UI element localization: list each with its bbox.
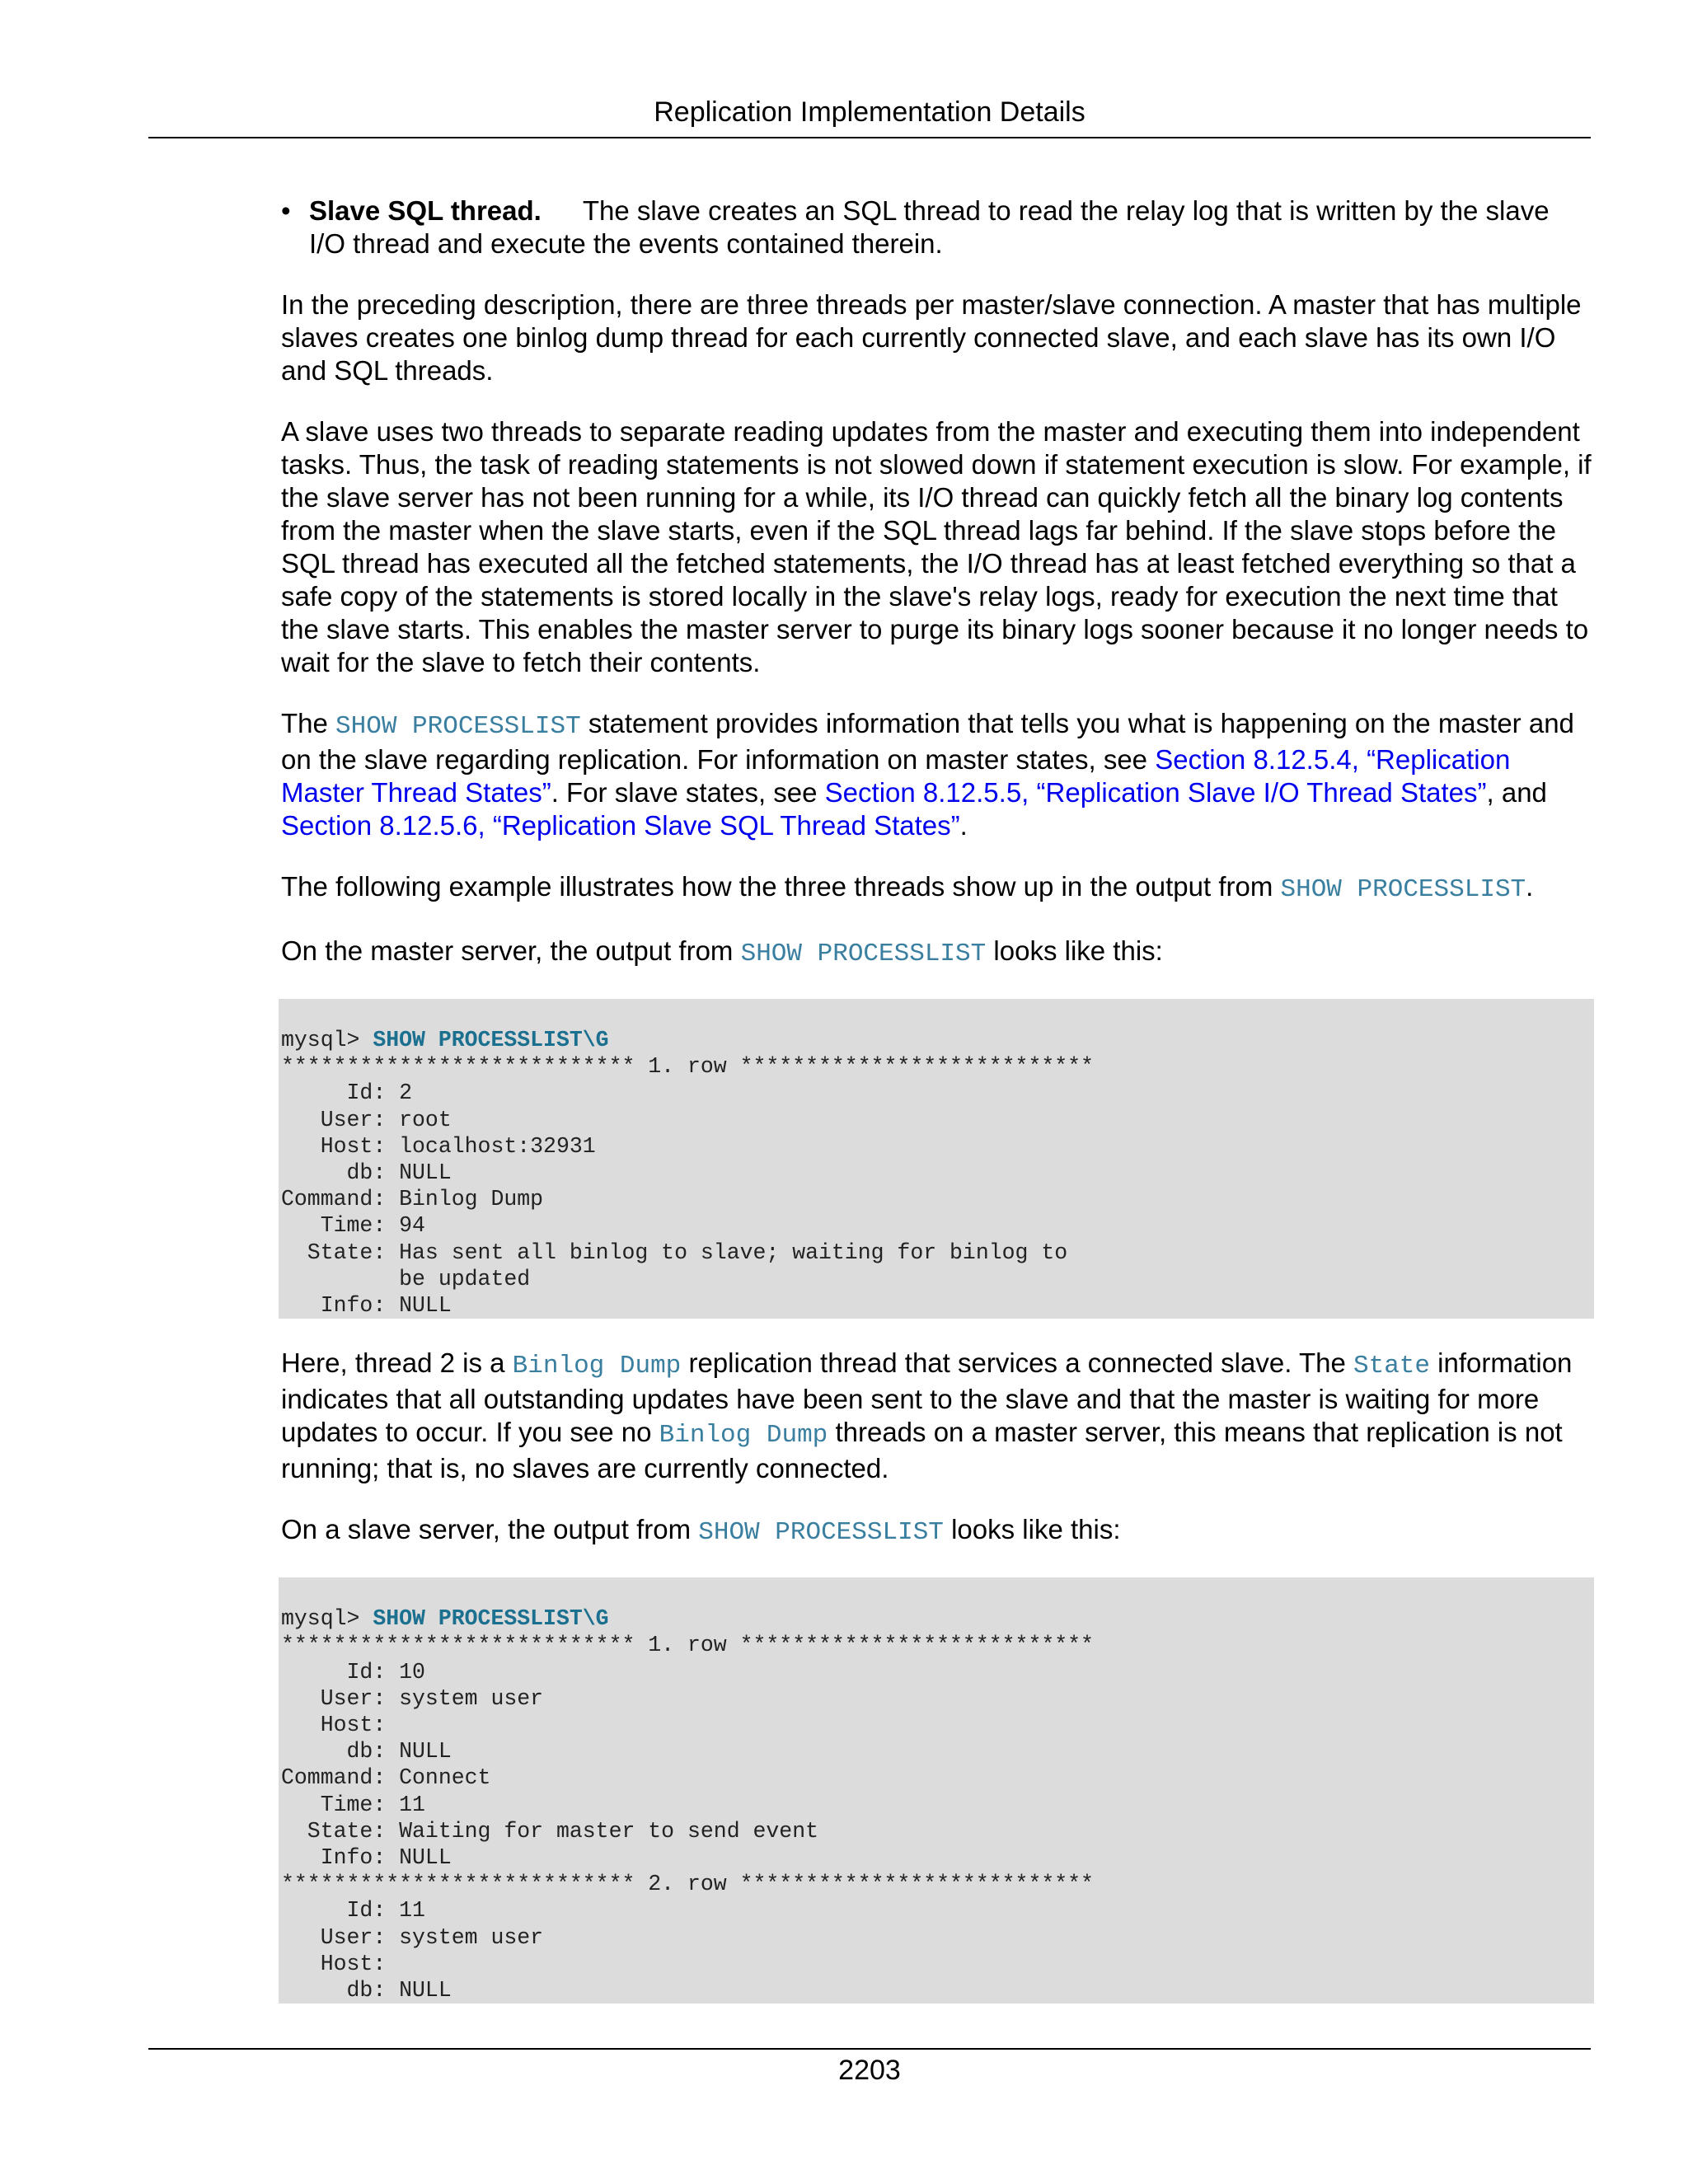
text-fragment: The following example illustrates how the three threads show up in the output from <box>281 871 1281 902</box>
paragraph-processlist-info <box>281 707 1592 842</box>
xref-master-thread-states[interactable]: Section 8.12.5.4, “Replication Master Thread States” <box>281 744 1511 808</box>
page-number: 2203 <box>838 2055 901 2086</box>
inline-code: State <box>1353 1352 1430 1381</box>
code-line: Id: 10 <box>281 1659 425 1685</box>
paragraph-example-intro <box>281 870 1592 907</box>
xref-slave-io-thread-states[interactable]: Section 8.12.5.5, “Replication Slave I/O Thread States” <box>824 777 1487 808</box>
list-item <box>281 194 1592 260</box>
code-line: Time: 94 <box>281 1213 425 1239</box>
code-line: Host: <box>281 1713 400 1738</box>
code-line: Id: 2 <box>281 1080 413 1106</box>
code-line: db: NULL <box>281 1160 452 1186</box>
code-listing <box>281 1027 1594 1319</box>
inline-code: SHOW PROCESSLIST <box>1280 875 1526 904</box>
text-fragment: , and <box>1486 777 1547 808</box>
text-fragment: looks like this: <box>943 1514 1121 1545</box>
text-fragment: statement provides information that tells you what is happening on the master and on the slave regarding replication. For information on master states, see <box>281 708 1574 775</box>
text-fragment: replication thread that services a connected slave. The <box>681 1347 1353 1379</box>
code-line: Command: Connect <box>281 1765 491 1791</box>
code-line <box>281 1605 1594 1632</box>
bullet-mark: • <box>281 195 291 226</box>
code-line: db: NULL <box>281 1978 452 2004</box>
code-line: Info: NULL <box>281 1845 452 1871</box>
code-line: Info: NULL <box>281 1293 452 1319</box>
paragraph-master-output-intro <box>281 935 1592 971</box>
page-body <box>281 194 1592 2032</box>
text-fragment: information indicates that all outstanding updates have been sent to the slave and that the master is waiting for more updates to occur. If you see no <box>281 1347 1573 1448</box>
text-fragment: The <box>281 708 336 738</box>
bullet-list <box>281 194 1592 260</box>
xref-slave-sql-thread-states[interactable]: Section 8.12.5.6, “Replication Slave SQL Thread States” <box>281 810 960 841</box>
inline-code: Binlog Dump <box>512 1352 682 1381</box>
code-line: Command: Binlog Dump <box>281 1187 544 1212</box>
code-line: db: NULL <box>281 1739 452 1765</box>
code-line: User: system user <box>281 1924 544 1950</box>
text-fragment: On a slave server, the output from <box>281 1514 699 1545</box>
code-prompt: mysql> <box>281 1028 373 1052</box>
inline-code: SHOW PROCESSLIST <box>740 940 987 968</box>
code-line: be updated <box>281 1266 531 1291</box>
code-line: Host: localhost:32931 <box>281 1133 596 1159</box>
code-block-slave <box>279 1577 1594 2004</box>
text-fragment: . <box>1526 871 1534 902</box>
code-prompt: mysql> <box>281 1606 373 1632</box>
term-label: Slave SQL thread. <box>309 195 542 226</box>
inline-code: Binlog Dump <box>659 1421 828 1451</box>
code-line <box>281 1027 1594 1053</box>
term-description: The slave creates an SQL thread to read the relay log that is written by the slave I/O thread and execute the events contained therein. <box>309 195 1550 259</box>
paragraph-two-threads: A slave uses two threads to separate reading updates from the master and executing them into independent tasks. Thus, the task of reading statements is not slowed down if statement execution is slow. For example, if the slave server has not been running for a while, its I/O thread can quickly fetch all the binary log contents from the master when the slave starts, even if the SQL thread lags far behind. If the slave stops before the SQL thread has executed all the fetched statements, the I/O thread has at least fetched everything so that a safe copy of the statements is stored locally in the slave's relay logs, ready for execution the next time that the slave starts. This enables the master server to purge its binary logs sooner because it no longer needs to wait for the slave to fetch their contents. <box>281 416 1592 677</box>
code-line: User: root <box>281 1107 452 1132</box>
code-line: *************************** 1. row *************************** <box>281 1054 1094 1080</box>
text-fragment: . For slave states, see <box>551 777 825 808</box>
paragraph-slave-output-intro <box>281 1513 1592 1549</box>
text-fragment: . <box>959 810 968 841</box>
text-fragment: On the master server, the output from <box>281 935 741 966</box>
code-line: User: system user <box>281 1685 544 1711</box>
code-command: SHOW PROCESSLIST\G <box>373 1028 609 1052</box>
text-fragment: looks like this: <box>986 935 1163 966</box>
text-fragment: Here, thread 2 is a <box>281 1347 513 1379</box>
code-listing <box>281 1605 1594 2004</box>
paragraph-binlog-dump-explanation <box>281 1347 1592 1485</box>
code-line: Time: 11 <box>281 1792 425 1817</box>
running-header: Replication Implementation Details <box>654 96 1085 128</box>
code-line: *************************** 2. row *************************** <box>281 1872 1094 1897</box>
code-line: State: Has sent all binlog to slave; waiting for binlog to <box>281 1240 1068 1265</box>
code-block-master <box>279 999 1594 1319</box>
inline-code: SHOW PROCESSLIST <box>335 712 581 741</box>
paragraph-threads-per-connection: In the preceding description, there are three threads per master/slave connection. A master that has multiple slaves creates one binlog dump thread for each currently connected slave, and each slave has its own I/O and SQL threads. <box>281 289 1582 386</box>
footer-rule <box>148 2048 1591 2050</box>
code-line: State: Waiting for master to send event <box>281 1818 819 1844</box>
code-line: *************************** 1. row *************************** <box>281 1633 1094 1658</box>
code-line: Host: <box>281 1951 400 1976</box>
text-fragment: threads on a master server, this means that replication is not running; that is, no slaves are currently connected. <box>281 1417 1563 1484</box>
code-line: Id: 11 <box>281 1898 425 1924</box>
inline-code: SHOW PROCESSLIST <box>698 1518 944 1548</box>
code-command: SHOW PROCESSLIST\G <box>373 1606 609 1632</box>
header-rule <box>148 137 1591 138</box>
